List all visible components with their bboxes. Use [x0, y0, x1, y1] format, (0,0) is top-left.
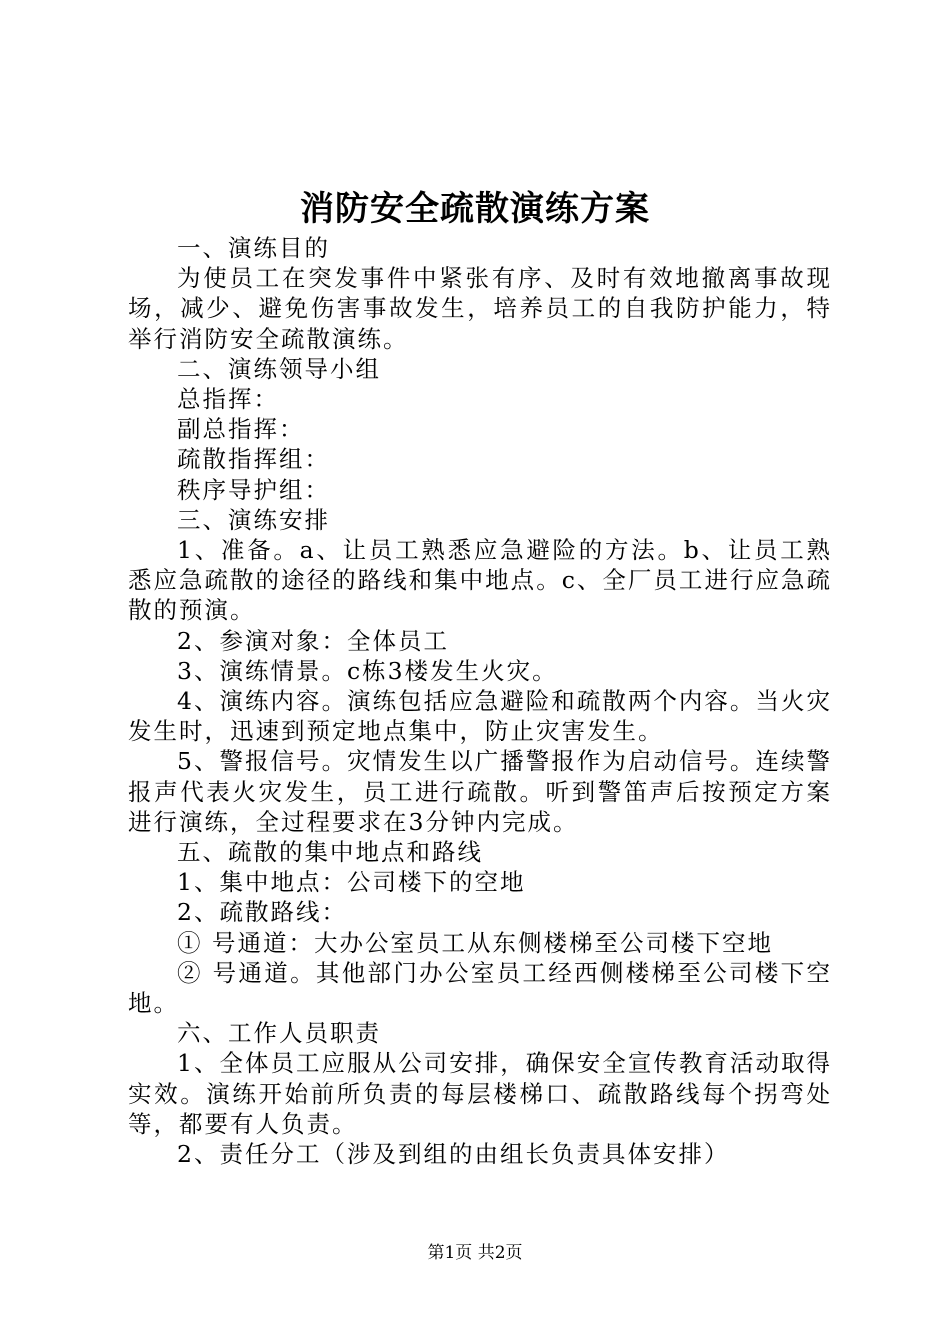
paragraph: 1、全体员工应服从公司安排，确保安全宣传教育活动取得实效。演练开始前所负责的每层楼梯口、疏散路线每个拐弯处等，都要有人负责。: [128, 1049, 832, 1138]
paragraph: ② 号通道。其他部门办公室员工经西侧楼梯至公司楼下空地。: [128, 958, 832, 1018]
section-heading: 五、疏散的集中地点和路线: [177, 838, 483, 867]
list-item: 副总指挥：: [177, 415, 305, 444]
list-item: 秩序导护组：: [177, 475, 330, 504]
paragraph: 2、参演对象：全体员工: [177, 626, 449, 655]
paragraph: 3、演练情景。c栋3楼发生火灾。: [177, 656, 558, 685]
paragraph: 1、准备。a、让员工熟悉应急避险的方法。b、让员工熟悉应急疏散的途径的路线和集中地点。c、全厂员工进行应急疏散的预演。: [128, 536, 832, 625]
paragraph: 5、警报信号。灾情发生以广播警报作为启动信号。连续警报声代表火灾发生，员工进行疏散。听到警笛声后按预定方案进行演练，全过程要求在3分钟内完成。: [128, 747, 832, 836]
section-heading: 一、演练目的: [177, 234, 330, 262]
list-item: 总指挥：: [177, 385, 279, 414]
paragraph: 1、集中地点：公司楼下的空地: [177, 868, 526, 897]
paragraph: ① 号通道：大办公室员工从东侧楼梯至公司楼下空地: [177, 928, 773, 957]
document-body: [128, 233, 832, 1169]
document-title: 消防安全疏散演练方案: [300, 189, 650, 229]
section-heading: 二、演练领导小组: [177, 354, 381, 383]
section-heading: 三、演练安排: [177, 505, 330, 534]
paragraph: 2、责任分工（涉及到组的由组长负责具体安排）: [177, 1140, 730, 1169]
paragraph: 为使员工在突发事件中紧张有序、及时有效地撤离事故现场，减少、避免伤害事故发生，培养员工的自我防护能力，特举行消防安全疏散演练。: [128, 264, 832, 353]
section-heading: 六、工作人员职责: [177, 1019, 381, 1048]
page-footer: 第1页 共2页: [427, 1243, 523, 1263]
paragraph: 4、演练内容。演练包括应急避险和疏散两个内容。当火灾发生时，迅速到预定地点集中，防止灾害发生。: [128, 687, 832, 746]
list-item: 疏散指挥组：: [177, 445, 330, 474]
paragraph: 2、疏散路线：: [177, 898, 347, 927]
